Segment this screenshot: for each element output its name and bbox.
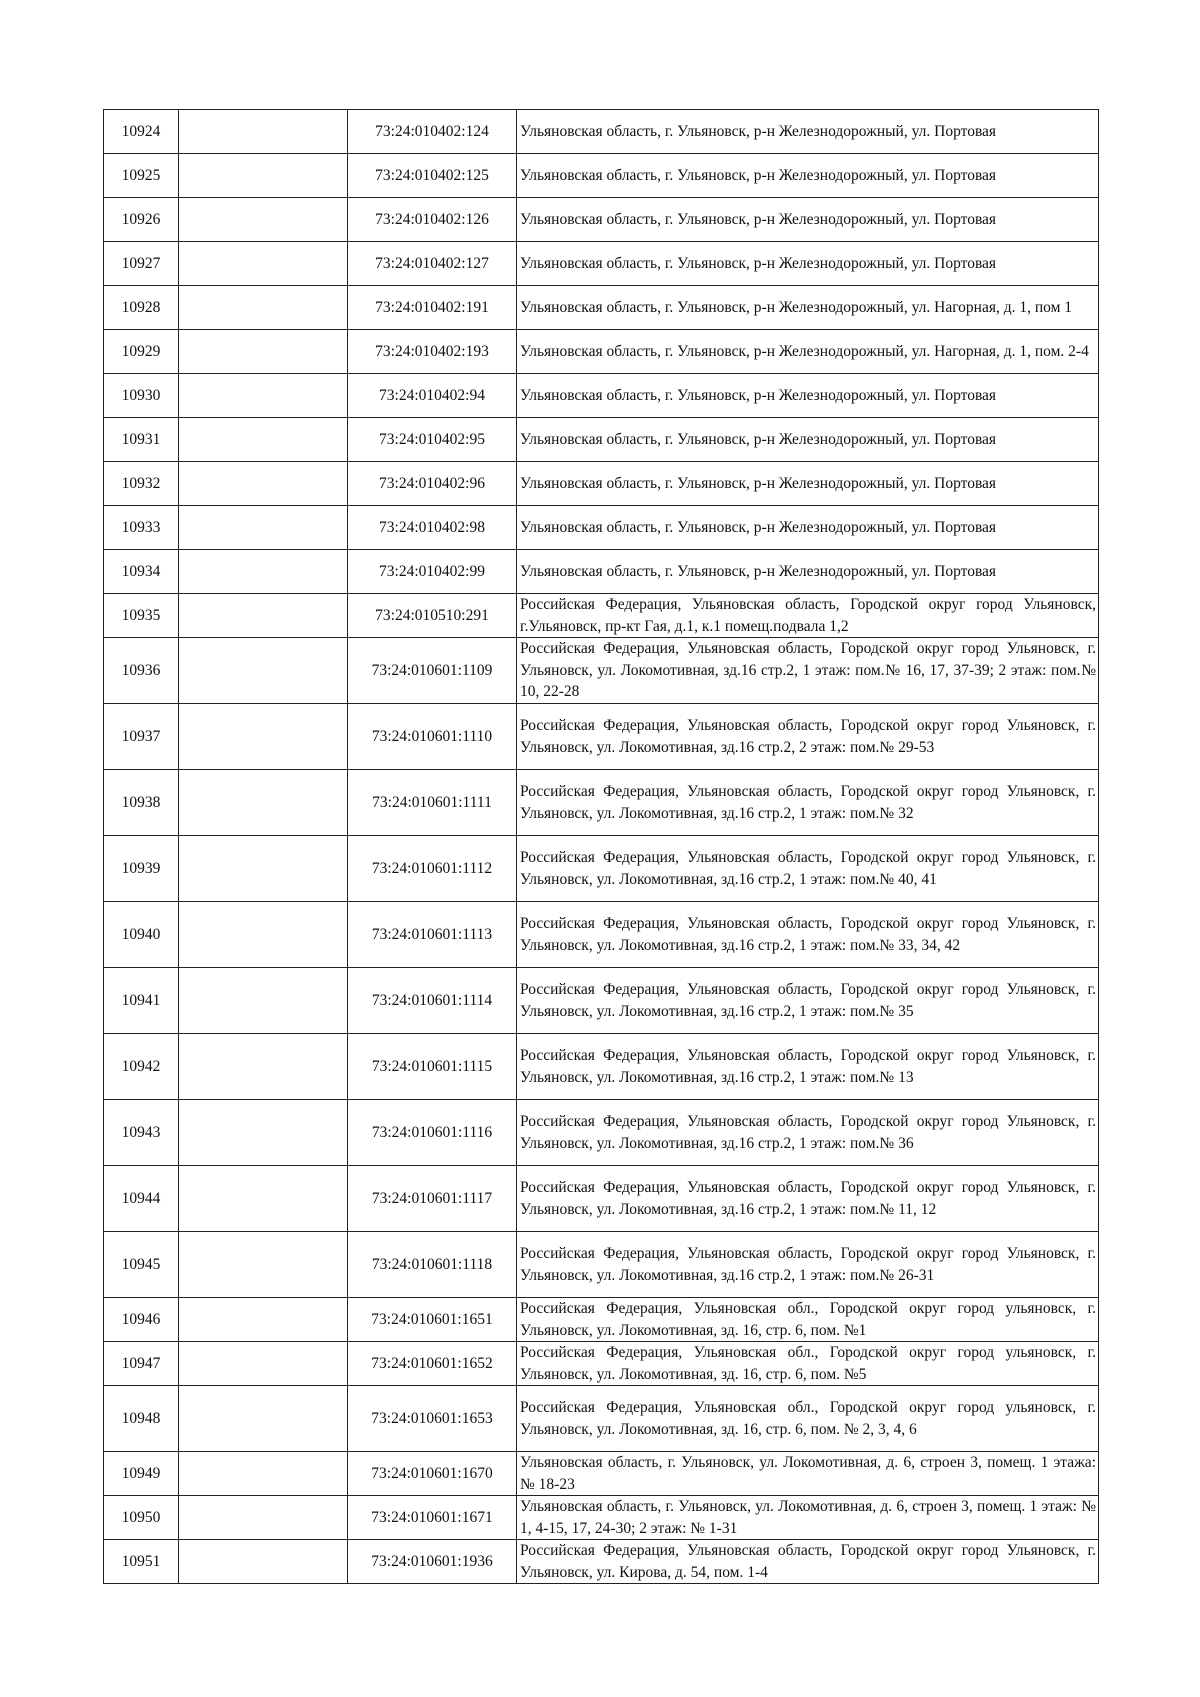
cadastral-number: 73:24:010601:1118 (348, 1232, 517, 1298)
cadastral-number: 73:24:010601:1111 (348, 770, 517, 836)
address: Ульяновская область, г. Ульяновск, р-н Железнодорожный, ул. Портовая (517, 242, 1099, 286)
row-number: 10930 (104, 374, 179, 418)
empty-cell (179, 1386, 348, 1452)
empty-cell (179, 242, 348, 286)
table-row (104, 1496, 1099, 1540)
row-number: 10948 (104, 1386, 179, 1452)
row-number: 10949 (104, 1452, 179, 1496)
address: Российская Федерация, Ульяновская область, Городской округ город Ульяновск, г. Ульяновск, ул. Локомотивная, зд.16 стр.2, 1 этаж: пом.№ 16, 17, 37-39; 2 этаж: пом.№ 10, 22-28 (517, 638, 1099, 704)
row-number: 10929 (104, 330, 179, 374)
row-number: 10940 (104, 902, 179, 968)
empty-cell (179, 704, 348, 770)
address: Ульяновская область, г. Ульяновск, р-н Железнодорожный, ул. Портовая (517, 462, 1099, 506)
cadastral-number: 73:24:010601:1110 (348, 704, 517, 770)
cadastral-number: 73:24:010402:191 (348, 286, 517, 330)
row-number: 10938 (104, 770, 179, 836)
cadastral-number: 73:24:010402:126 (348, 198, 517, 242)
cadastral-number: 73:24:010601:1670 (348, 1452, 517, 1496)
address: Ульяновская область, г. Ульяновск, ул. Локомотивная, д. 6, строен 3, помещ. 1 этажа: № 18-23 (517, 1452, 1099, 1496)
cadastral-number: 73:24:010601:1116 (348, 1100, 517, 1166)
table-row (104, 330, 1099, 374)
property-register-table (103, 109, 1099, 1584)
cadastral-number: 73:24:010601:1651 (348, 1298, 517, 1342)
cadastral-number: 73:24:010601:1936 (348, 1540, 517, 1584)
row-number: 10924 (104, 110, 179, 154)
row-number: 10939 (104, 836, 179, 902)
address: Российская Федерация, Ульяновская область, Городской округ город Ульяновск, г. Ульяновск, ул. Кирова, д. 54, пом. 1-4 (517, 1540, 1099, 1584)
row-number: 10933 (104, 506, 179, 550)
table-row (104, 1540, 1099, 1584)
table-row (104, 550, 1099, 594)
cadastral-number: 73:24:010601:1653 (348, 1386, 517, 1452)
table-row (104, 1034, 1099, 1100)
address: Российская Федерация, Ульяновская область, Городской округ город Ульяновск, г. Ульяновск, ул. Локомотивная, зд.16 стр.2, 2 этаж: пом.№ 29-53 (517, 704, 1099, 770)
table-row (104, 198, 1099, 242)
empty-cell (179, 110, 348, 154)
table-row (104, 286, 1099, 330)
empty-cell (179, 330, 348, 374)
empty-cell (179, 462, 348, 506)
empty-cell (179, 1166, 348, 1232)
address: Ульяновская область, г. Ульяновск, р-н Железнодорожный, ул. Портовая (517, 374, 1099, 418)
row-number: 10936 (104, 638, 179, 704)
row-number: 10943 (104, 1100, 179, 1166)
row-number: 10934 (104, 550, 179, 594)
address: Ульяновская область, г. Ульяновск, р-н Железнодорожный, ул. Нагорная, д. 1, пом 1 (517, 286, 1099, 330)
table-row (104, 1166, 1099, 1232)
empty-cell (179, 1100, 348, 1166)
cadastral-number: 73:24:010402:98 (348, 506, 517, 550)
table-row (104, 638, 1099, 704)
table-row (104, 506, 1099, 550)
empty-cell (179, 154, 348, 198)
empty-cell (179, 374, 348, 418)
empty-cell (179, 1452, 348, 1496)
row-number: 10926 (104, 198, 179, 242)
empty-cell (179, 638, 348, 704)
row-number: 10942 (104, 1034, 179, 1100)
empty-cell (179, 418, 348, 462)
address: Российская Федерация, Ульяновская область, Городской округ город Ульяновск, г. Ульяновск, ул. Локомотивная, зд.16 стр.2, 1 этаж: пом.№ 26-31 (517, 1232, 1099, 1298)
address: Ульяновская область, г. Ульяновск, р-н Железнодорожный, ул. Портовая (517, 198, 1099, 242)
table-row (104, 418, 1099, 462)
table-row (104, 110, 1099, 154)
empty-cell (179, 286, 348, 330)
cadastral-number: 73:24:010601:1117 (348, 1166, 517, 1232)
address: Российская Федерация, Ульяновская обл., Городской округ город ульяновск, г. Ульяновск, ул. Локомотивная, зд. 16, стр. 6, пом. №1 (517, 1298, 1099, 1342)
address: Ульяновская область, г. Ульяновск, ул. Локомотивная, д. 6, строен 3, помещ. 1 этаж: № 1, 4-15, 17, 24-30; 2 этаж: № 1-31 (517, 1496, 1099, 1540)
row-number: 10927 (104, 242, 179, 286)
table-row (104, 594, 1099, 638)
address: Российская Федерация, Ульяновская область, Городской округ город Ульяновск, г. Ульяновск, ул. Локомотивная, зд.16 стр.2, 1 этаж: пом.№ 33, 34, 42 (517, 902, 1099, 968)
address: Российская Федерация, Ульяновская область, Городской округ город Ульяновск, г. Ульяновск, ул. Локомотивная, зд.16 стр.2, 1 этаж: пом.№ 35 (517, 968, 1099, 1034)
table-row (104, 1452, 1099, 1496)
cadastral-number: 73:24:010601:1114 (348, 968, 517, 1034)
address: Российская Федерация, Ульяновская область, Городской округ город Ульяновск, г. Ульяновск, ул. Локомотивная, зд.16 стр.2, 1 этаж: пом.№ 36 (517, 1100, 1099, 1166)
address: Российская Федерация, Ульяновская область, Городской округ город Ульяновск, г. Ульяновск, ул. Локомотивная, зд.16 стр.2, 1 этаж: пом.№ 32 (517, 770, 1099, 836)
empty-cell (179, 198, 348, 242)
cadastral-number: 73:24:010601:1115 (348, 1034, 517, 1100)
table-row (104, 1232, 1099, 1298)
table-row (104, 836, 1099, 902)
table-row (104, 1298, 1099, 1342)
address: Российская Федерация, Ульяновская обл., Городской округ город ульяновск, г. Ульяновск, ул. Локомотивная, зд. 16, стр. 6, пом. №5 (517, 1342, 1099, 1386)
empty-cell (179, 836, 348, 902)
address: Российская Федерация, Ульяновская область, Городской округ город Ульяновск, г. Ульяновск, ул. Локомотивная, зд.16 стр.2, 1 этаж: пом.№ 11, 12 (517, 1166, 1099, 1232)
table-row (104, 242, 1099, 286)
empty-cell (179, 902, 348, 968)
empty-cell (179, 1232, 348, 1298)
row-number: 10947 (104, 1342, 179, 1386)
table-row (104, 1342, 1099, 1386)
cadastral-number: 73:24:010601:1109 (348, 638, 517, 704)
cadastral-number: 73:24:010601:1112 (348, 836, 517, 902)
row-number: 10945 (104, 1232, 179, 1298)
cadastral-number: 73:24:010402:193 (348, 330, 517, 374)
cadastral-number: 73:24:010601:1671 (348, 1496, 517, 1540)
address: Ульяновская область, г. Ульяновск, р-н Железнодорожный, ул. Портовая (517, 154, 1099, 198)
empty-cell (179, 1540, 348, 1584)
address: Ульяновская область, г. Ульяновск, р-н Железнодорожный, ул. Портовая (517, 550, 1099, 594)
cadastral-number: 73:24:010402:95 (348, 418, 517, 462)
cadastral-number: 73:24:010402:96 (348, 462, 517, 506)
empty-cell (179, 1496, 348, 1540)
cadastral-number: 73:24:010402:124 (348, 110, 517, 154)
row-number: 10946 (104, 1298, 179, 1342)
table-row (104, 902, 1099, 968)
cadastral-number: 73:24:010510:291 (348, 594, 517, 638)
row-number: 10951 (104, 1540, 179, 1584)
empty-cell (179, 1034, 348, 1100)
empty-cell (179, 1298, 348, 1342)
row-number: 10935 (104, 594, 179, 638)
row-number: 10931 (104, 418, 179, 462)
table-row (104, 1386, 1099, 1452)
cadastral-number: 73:24:010402:127 (348, 242, 517, 286)
row-number: 10937 (104, 704, 179, 770)
address: Ульяновская область, г. Ульяновск, р-н Железнодорожный, ул. Портовая (517, 506, 1099, 550)
table-row (104, 374, 1099, 418)
document-page (103, 109, 1099, 1584)
table-row (104, 462, 1099, 506)
row-number: 10941 (104, 968, 179, 1034)
empty-cell (179, 770, 348, 836)
row-number: 10944 (104, 1166, 179, 1232)
cadastral-number: 73:24:010402:94 (348, 374, 517, 418)
row-number: 10950 (104, 1496, 179, 1540)
empty-cell (179, 506, 348, 550)
table-row (104, 1100, 1099, 1166)
table-body (104, 110, 1099, 1584)
address: Ульяновская область, г. Ульяновск, р-н Железнодорожный, ул. Нагорная, д. 1, пом. 2-4 (517, 330, 1099, 374)
table-row (104, 968, 1099, 1034)
empty-cell (179, 968, 348, 1034)
empty-cell (179, 1342, 348, 1386)
row-number: 10932 (104, 462, 179, 506)
empty-cell (179, 550, 348, 594)
address: Российская Федерация, Ульяновская обл., Городской округ город ульяновск, г. Ульяновск, ул. Локомотивная, зд. 16, стр. 6, пом. № 2, 3, 4, 6 (517, 1386, 1099, 1452)
cadastral-number: 73:24:010601:1113 (348, 902, 517, 968)
row-number: 10925 (104, 154, 179, 198)
table-row (104, 154, 1099, 198)
table-row (104, 704, 1099, 770)
address: Российская Федерация, Ульяновская область, Городской округ город Ульяновск, г. Ульяновск, ул. Локомотивная, зд.16 стр.2, 1 этаж: пом.№ 40, 41 (517, 836, 1099, 902)
empty-cell (179, 594, 348, 638)
address: Российская Федерация, Ульяновская область, Городской округ город Ульяновск, г. Ульяновск, ул. Локомотивная, зд.16 стр.2, 1 этаж: пом.№ 13 (517, 1034, 1099, 1100)
address: Ульяновская область, г. Ульяновск, р-н Железнодорожный, ул. Портовая (517, 110, 1099, 154)
cadastral-number: 73:24:010402:99 (348, 550, 517, 594)
row-number: 10928 (104, 286, 179, 330)
table-row (104, 770, 1099, 836)
cadastral-number: 73:24:010402:125 (348, 154, 517, 198)
address: Ульяновская область, г. Ульяновск, р-н Железнодорожный, ул. Портовая (517, 418, 1099, 462)
cadastral-number: 73:24:010601:1652 (348, 1342, 517, 1386)
address: Российская Федерация, Ульяновская область, Городской округ город Ульяновск, г.Ульяновск, пр-кт Гая, д.1, к.1 помещ.подвала 1,2 (517, 594, 1099, 638)
